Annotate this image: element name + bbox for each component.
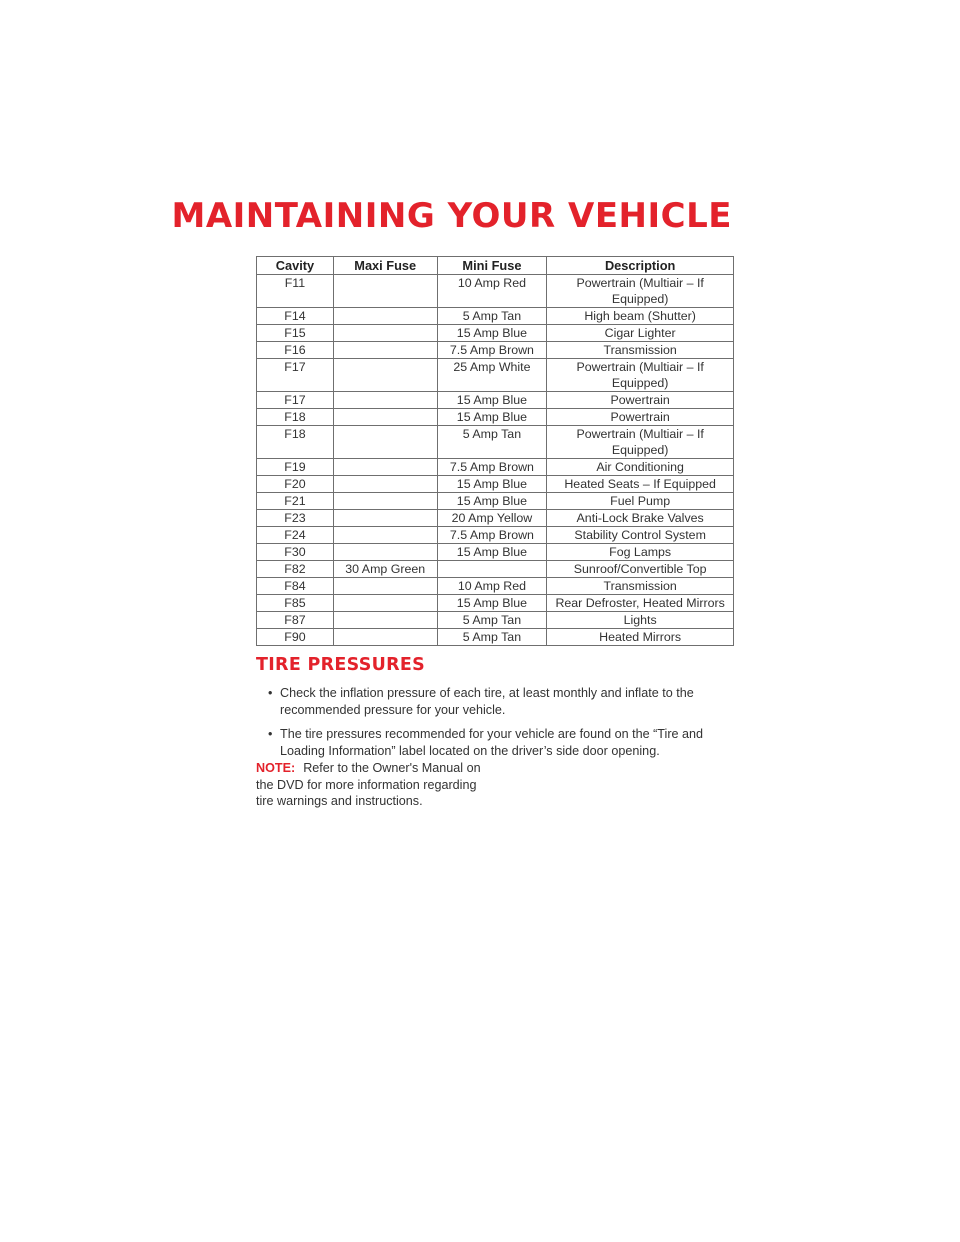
cell-maxi-fuse bbox=[333, 612, 437, 629]
cell-maxi-fuse bbox=[333, 275, 437, 308]
cell-maxi-fuse bbox=[333, 426, 437, 459]
cell-cavity: F19 bbox=[257, 459, 334, 476]
cell-mini-fuse: 20 Amp Yellow bbox=[437, 510, 547, 527]
cell-maxi-fuse bbox=[333, 629, 437, 646]
cell-maxi-fuse bbox=[333, 409, 437, 426]
cell-maxi-fuse bbox=[333, 544, 437, 561]
bullet-icon: • bbox=[268, 727, 273, 741]
cell-cavity: F18 bbox=[257, 409, 334, 426]
note-text: Refer to the Owner's Manual on the DVD for more information regarding tire warnings and instructions. bbox=[256, 761, 481, 808]
cell-cavity: F82 bbox=[257, 561, 334, 578]
cell-mini-fuse: 15 Amp Blue bbox=[437, 392, 547, 409]
table-row bbox=[257, 459, 734, 476]
cell-cavity: F18 bbox=[257, 426, 334, 459]
cell-mini-fuse: 15 Amp Blue bbox=[437, 595, 547, 612]
cell-maxi-fuse bbox=[333, 527, 437, 544]
list-item-text: Check the inflation pressure of each tire, at least monthly and inflate to the recommended pressure for your vehicle. bbox=[280, 686, 694, 717]
list-item bbox=[268, 726, 740, 760]
cell-description: High beam (Shutter) bbox=[547, 308, 734, 325]
table-row bbox=[257, 612, 734, 629]
cell-cavity: F90 bbox=[257, 629, 334, 646]
table-row bbox=[257, 275, 734, 308]
table-row bbox=[257, 409, 734, 426]
cell-maxi-fuse bbox=[333, 510, 437, 527]
tire-pressures-title: TIRE PRESSURES bbox=[256, 655, 426, 675]
cell-mini-fuse: 7.5 Amp Brown bbox=[437, 459, 547, 476]
list-item-text: The tire pressures recommended for your vehicle are found on the “Tire and Loading Information” label located on the driver’s side door opening. bbox=[280, 727, 704, 758]
cell-description: Fuel Pump bbox=[547, 493, 734, 510]
table-row bbox=[257, 493, 734, 510]
table-row bbox=[257, 629, 734, 646]
cell-cavity: F21 bbox=[257, 493, 334, 510]
cell-mini-fuse: 7.5 Amp Brown bbox=[437, 527, 547, 544]
cell-maxi-fuse bbox=[333, 325, 437, 342]
cell-maxi-fuse bbox=[333, 476, 437, 493]
table-row bbox=[257, 342, 734, 359]
cell-description: Transmission bbox=[547, 578, 734, 595]
cell-description: Cigar Lighter bbox=[547, 325, 734, 342]
cell-maxi-fuse: 30 Amp Green bbox=[333, 561, 437, 578]
cell-description: Fog Lamps bbox=[547, 544, 734, 561]
cell-mini-fuse: 25 Amp White bbox=[437, 359, 547, 392]
cell-cavity: F23 bbox=[257, 510, 334, 527]
table-row bbox=[257, 325, 734, 342]
cell-description: Powertrain bbox=[547, 392, 734, 409]
cell-maxi-fuse bbox=[333, 493, 437, 510]
cell-description: Powertrain (Multiair – If Equipped) bbox=[547, 275, 734, 308]
column-header-maxi-fuse: Maxi Fuse bbox=[333, 257, 437, 275]
table-row bbox=[257, 561, 734, 578]
cell-mini-fuse: 10 Amp Red bbox=[437, 275, 547, 308]
cell-cavity: F87 bbox=[257, 612, 334, 629]
list-item bbox=[268, 685, 740, 719]
cell-cavity: F20 bbox=[257, 476, 334, 493]
cell-cavity: F84 bbox=[257, 578, 334, 595]
column-header-mini-fuse: Mini Fuse bbox=[437, 257, 547, 275]
cell-mini-fuse: 5 Amp Tan bbox=[437, 308, 547, 325]
table-row bbox=[257, 595, 734, 612]
table-row bbox=[257, 426, 734, 459]
cell-mini-fuse: 15 Amp Blue bbox=[437, 325, 547, 342]
cell-cavity: F14 bbox=[257, 308, 334, 325]
cell-description: Powertrain (Multiair – If Equipped) bbox=[547, 426, 734, 459]
cell-mini-fuse: 15 Amp Blue bbox=[437, 544, 547, 561]
cell-description: Anti-Lock Brake Valves bbox=[547, 510, 734, 527]
cell-description: Lights bbox=[547, 612, 734, 629]
cell-maxi-fuse bbox=[333, 342, 437, 359]
note bbox=[256, 760, 496, 810]
cell-description: Heated Mirrors bbox=[547, 629, 734, 646]
cell-mini-fuse: 10 Amp Red bbox=[437, 578, 547, 595]
cell-maxi-fuse bbox=[333, 578, 437, 595]
table-row bbox=[257, 359, 734, 392]
cell-description: Transmission bbox=[547, 342, 734, 359]
cell-description: Powertrain (Multiair – If Equipped) bbox=[547, 359, 734, 392]
cell-maxi-fuse bbox=[333, 359, 437, 392]
cell-cavity: F11 bbox=[257, 275, 334, 308]
cell-cavity: F16 bbox=[257, 342, 334, 359]
column-header-cavity: Cavity bbox=[257, 257, 334, 275]
cell-cavity: F85 bbox=[257, 595, 334, 612]
cell-cavity: F17 bbox=[257, 359, 334, 392]
cell-cavity: F30 bbox=[257, 544, 334, 561]
fuse-table-body bbox=[257, 275, 734, 646]
cell-maxi-fuse bbox=[333, 459, 437, 476]
cell-mini-fuse: 5 Amp Tan bbox=[437, 629, 547, 646]
tire-pressures-list bbox=[268, 685, 740, 767]
cell-mini-fuse: 7.5 Amp Brown bbox=[437, 342, 547, 359]
cell-description: Air Conditioning bbox=[547, 459, 734, 476]
cell-description: Sunroof/Convertible Top bbox=[547, 561, 734, 578]
table-header-row bbox=[257, 257, 734, 275]
cell-description: Heated Seats – If Equipped bbox=[547, 476, 734, 493]
note-label: NOTE: bbox=[256, 761, 296, 775]
cell-description: Stability Control System bbox=[547, 527, 734, 544]
cell-cavity: F24 bbox=[257, 527, 334, 544]
cell-mini-fuse bbox=[437, 561, 547, 578]
section-title: MAINTAINING YOUR VEHICLE bbox=[171, 196, 732, 236]
column-header-description: Description bbox=[547, 257, 734, 275]
table-row bbox=[257, 527, 734, 544]
cell-cavity: F17 bbox=[257, 392, 334, 409]
table-row bbox=[257, 392, 734, 409]
cell-description: Rear Defroster, Heated Mirrors bbox=[547, 595, 734, 612]
table-row bbox=[257, 476, 734, 493]
cell-mini-fuse: 5 Amp Tan bbox=[437, 426, 547, 459]
cell-maxi-fuse bbox=[333, 392, 437, 409]
cell-mini-fuse: 15 Amp Blue bbox=[437, 476, 547, 493]
cell-description: Powertrain bbox=[547, 409, 734, 426]
bullet-icon: • bbox=[268, 686, 273, 700]
table-row bbox=[257, 308, 734, 325]
table-row bbox=[257, 578, 734, 595]
cell-mini-fuse: 5 Amp Tan bbox=[437, 612, 547, 629]
fuse-table bbox=[256, 256, 734, 646]
table-row bbox=[257, 510, 734, 527]
cell-maxi-fuse bbox=[333, 308, 437, 325]
cell-mini-fuse: 15 Amp Blue bbox=[437, 409, 547, 426]
cell-mini-fuse: 15 Amp Blue bbox=[437, 493, 547, 510]
table-row bbox=[257, 544, 734, 561]
cell-maxi-fuse bbox=[333, 595, 437, 612]
cell-cavity: F15 bbox=[257, 325, 334, 342]
